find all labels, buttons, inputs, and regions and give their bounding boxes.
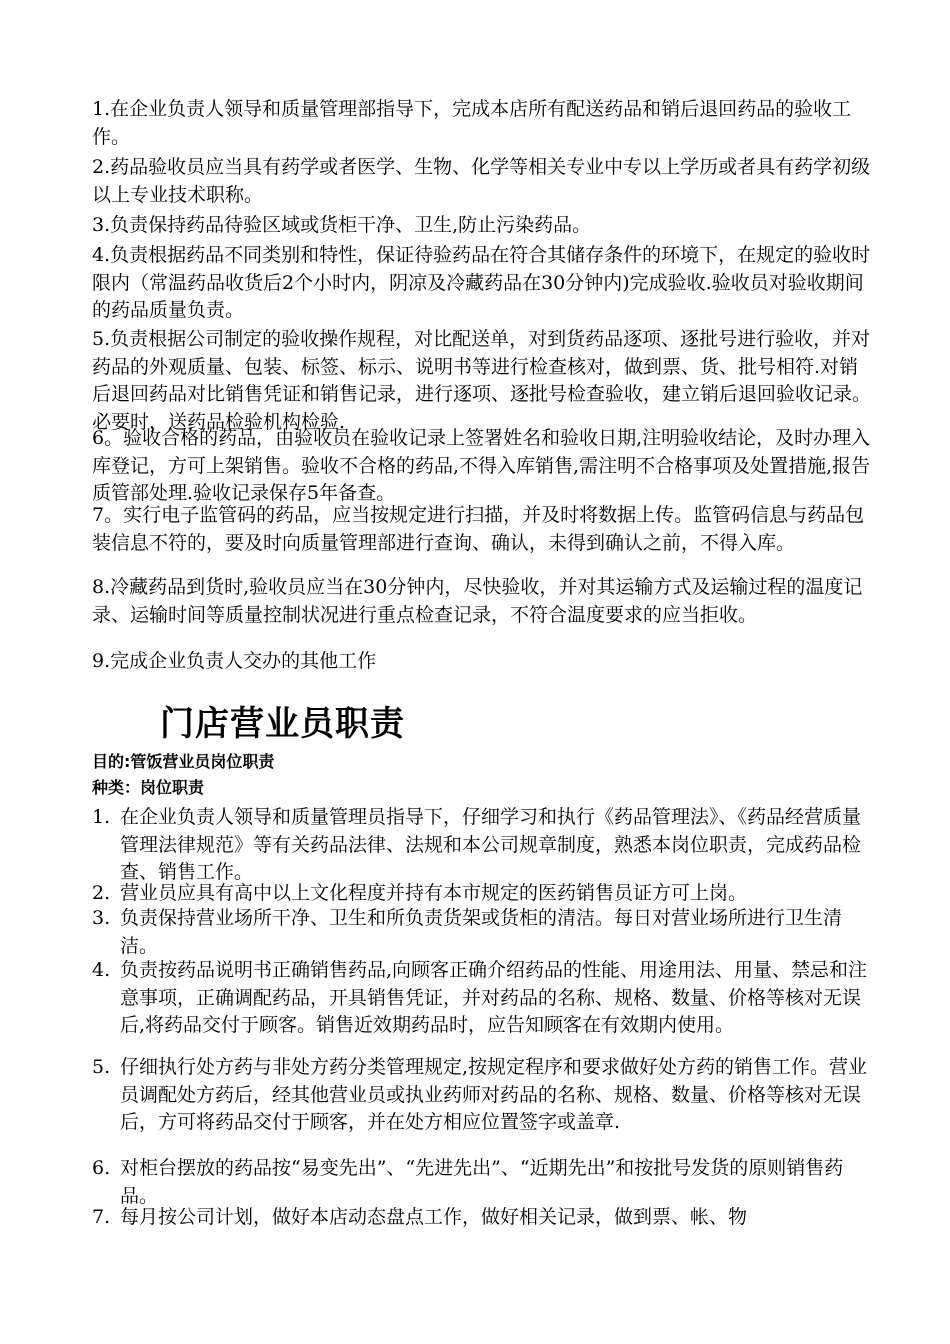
list-item-number: 4. [92, 959, 111, 981]
list-item [92, 804, 872, 887]
list-item-text: 仔细执行处方药与非处方药分类管理规定,按规定程序和要求做好处方药的销售工作。营业员调配处方药后，经其他营业员或执业药师对药品的名称、规格、数量、价格等核对无误后，方可将药品交付于顾客，并在处方相应位置签字或盖章. [120, 1056, 868, 1133]
list-item [92, 1204, 872, 1232]
acceptance-duty-7: 7。实行电子监管码的药品，应当按规定进行扫描，并及时将数据上传。监管码信息与药品包装信息不符的，要及时向质量管理部进行查询、确认，未得到确认之前，不得入库。 [92, 504, 865, 554]
list-item [92, 880, 872, 908]
acceptance-duty-1: 1.在企业负责人领导和质量管理部指导下，完成本店所有配送药品和销后退回药品的验收工作。 [92, 98, 852, 148]
section-purpose: 目的:管饭营业员岗位职责 [92, 752, 275, 771]
list-item [92, 957, 872, 1040]
list-item-number: 2. [92, 882, 111, 904]
list-item-text: 负责保持营业场所干净、卫生和所负责货架或货柜的清洁。每日对营业场所进行卫生清洁。 [120, 907, 843, 957]
acceptance-duty-3: 3.负责保持药品待验区域或货柜干净、卫生,防止污染药品。 [92, 214, 592, 236]
list-item-number: 5. [92, 1056, 111, 1078]
list-item-text: 在企业负责人领导和质量管理员指导下，仔细学习和执行《药品管理法》、《药品经营质量管理法律规范》等有关药品法律、法规和本公司规章制度，熟悉本岗位职责，完成药品检查、销售工作。 [120, 806, 862, 883]
list-item [92, 905, 872, 960]
acceptance-duty-6: 6。验收合格的药品，由验收员在验收记录上签署姓名和验收日期,注明验收结论，及时办理入库登记，方可上架销售。验收不合格的药品,不得入库销售,需注明不合格事项及处置措施,报告质管部处理.验收记录保存5年备查。 [92, 427, 871, 504]
acceptance-duty-9: 9.完成企业负责人交办的其他工作 [92, 650, 377, 672]
list-item [92, 1155, 872, 1210]
list-item-text: 营业员应具有高中以上文化程度并持有本市规定的医药销售员证方可上岗。 [120, 882, 748, 904]
acceptance-duty-4: 4.负责根据药品不同类别和特性，保证待验药品在符合其储存条件的环境下，在规定的验收时限内（常温药品收货后2个小时内，阴凉及冷藏药品在30分钟内)完成验收.验收员对验收期间的药品质量负责。 [92, 244, 871, 321]
list-item [92, 1054, 872, 1137]
acceptance-duty-8: 8.冷藏药品到货时,验收员应当在30分钟内，尽快验收，并对其运输方式及运输过程的温度记录、运输时间等质量控制状况进行重点检查记录，不符合温度要求的应当拒收。 [92, 576, 863, 626]
acceptance-duty-5: 5.负责根据公司制定的验收操作规程，对比配送单，对到货药品逐项、逐批号进行验收，并对药品的外观质量、包装、标签、标示、说明书等进行检查核对，做到票、货、批号相符.对销后退回药品对比销售凭证和销售记录，进行逐项、逐批号检查验收，建立销后退回验收记录。必要时，送药品检验机构检验. [92, 328, 872, 433]
list-item-number: 1. [92, 806, 111, 828]
list-item-text: 负责按药品说明书正确销售药品,向顾客正确介绍药品的性能、用途用法、用量、禁忌和注意事项，正确调配药品，开具销售凭证，并对药品的名称、规格、数量、价格等核对无误后,将药品交付于顾客。销售近效期药品时，应告知顾客在有效期内使用。 [120, 959, 868, 1036]
list-item-number: 6. [92, 1157, 111, 1179]
list-item-text: 对柜台摆放的药品按“易变先出”、“先进先出”、“近期先出”和按批号发货的原则销售药品。 [120, 1157, 844, 1207]
section-category: 种类：岗位职责 [92, 778, 205, 797]
section-title: 门店营业员职责 [160, 704, 405, 744]
list-item-text: 每月按公司计划，做好本店动态盘点工作，做好相关记录，做到票、帐、物 [120, 1206, 748, 1228]
list-item-number: 7. [92, 1206, 111, 1228]
acceptance-duty-2: 2.药品验收员应当具有药学或者医学、生物、化学等相关专业中专以上学历或者具有药学初级以上专业技术职称。 [92, 156, 871, 206]
list-item-number: 3. [92, 907, 111, 929]
